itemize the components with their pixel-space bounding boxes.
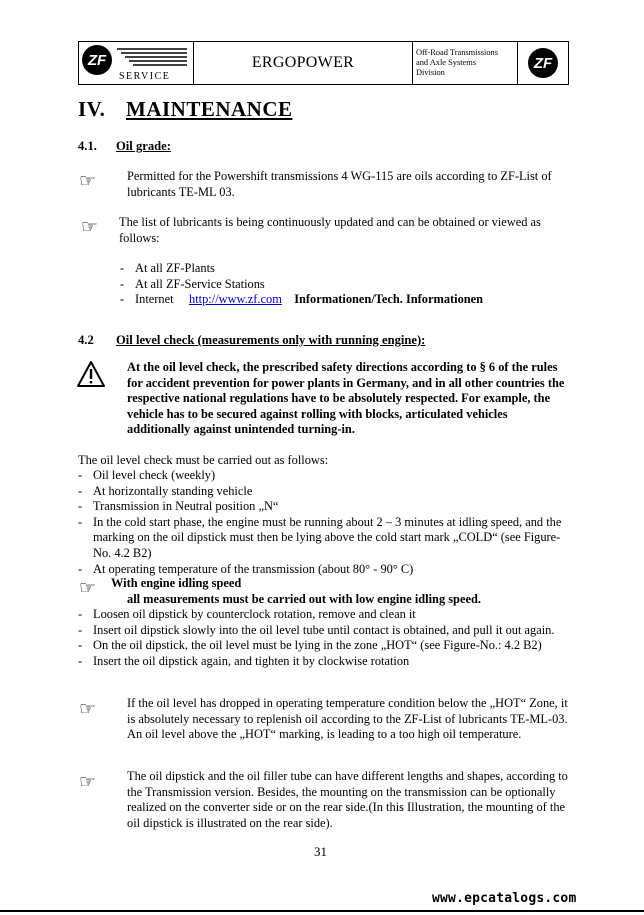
list-item: - At operating temperature of the transmission (about 80° - 90° C) [78, 562, 570, 578]
list-item: - Transmission in Neutral position „N“ [78, 499, 570, 515]
product-title: ERGOPOWER [194, 42, 413, 84]
zf-logo-icon: ZF [82, 45, 112, 75]
pointing-hand-icon: ☞ [81, 216, 99, 238]
zf-service-logo [79, 42, 194, 84]
note-lubricant-list: The list of lubricants is being continuously updated and can be obtained or viewed as follows: [119, 215, 541, 245]
procedure-steps-b [78, 607, 570, 669]
page-number: 31 [314, 844, 327, 859]
zf-logo-icon: ZF [528, 48, 558, 78]
procedure-steps-a [78, 468, 570, 577]
pointing-hand-icon: ☞ [79, 577, 97, 599]
warning-triangle-icon [76, 360, 106, 388]
division-text: Off-Road Transmissions and Axle Systems Division [413, 42, 518, 84]
zf-website-link[interactable]: http://www.zf.com [189, 292, 282, 307]
note-permitted-oils: Permitted for the Powershift transmissions 4 WG-115 are oils according to ZF-List of lubricants TE-ML 03. [127, 169, 552, 199]
pointing-hand-icon: ☞ [79, 170, 97, 192]
page-header [78, 41, 569, 85]
list-item: - Oil level check (weekly) [78, 468, 570, 484]
bottom-rule [0, 910, 644, 912]
list-item: - Insert oil dipstick slowly into the oil level tube until contact is obtained, and pull it out again. [78, 623, 570, 639]
safety-warning-text: At the oil level check, the prescribed safety directions according to § 6 of the rules for accident prevention for power plants in Germany, and in all other countries the respective national regulations have to be absolutely respected. For example, the vehicle has to be secured against rolling with blocks, articulated vehicles additionally against unintended turning-in. [127, 360, 565, 437]
list-item: - Insert the oil dipstick again, and tighten it by clockwise rotation [78, 654, 570, 670]
section-heading-4-1: 4.1. Oil grade: [78, 139, 171, 153]
watermark: www.epcatalogs.com [432, 891, 577, 906]
list-item: - Internet http://www.zf.com Informationen/Tech. Informationen [120, 292, 560, 308]
list-item: - Loosen oil dipstick by counterclock rotation, remove and clean it [78, 607, 570, 623]
list-item: - At all ZF-Plants [120, 261, 560, 277]
section-heading-4-2: 4.2 Oil level check (measurements only with running engine): [78, 333, 426, 347]
speed-lines-icon [117, 47, 189, 69]
pointing-hand-icon: ☞ [79, 698, 97, 720]
lubricant-sources-list [120, 261, 560, 308]
pointing-hand-icon: ☞ [79, 771, 97, 793]
list-item: - At all ZF-Service Stations [120, 277, 560, 293]
note-dipstick-variants: The oil dipstick and the oil filler tube can have different lengths and shapes, according to the Transmission version. Besides, the mounting on the transmission can be optionally realized on the converter side or on the rear side.(In this Illustration, the mounting of the oil dipstick is illustrated on the rear side). [127, 769, 568, 830]
zf-logo-right [518, 42, 568, 84]
list-item: - In the cold start phase, the engine must be running about 2 – 3 minutes at idling speed, and the marking on the oil dipstick must then be lying above the cold start mark „COLD“ (see Figure-No. 4.2 B2) [78, 515, 570, 562]
list-item: - At horizontally standing vehicle [78, 484, 570, 500]
note-oil-level-low: If the oil level has dropped in operating temperature condition below the „HOT“ Zone, it is absolutely necessary to replenish oil according to the ZF-List of lubricants TE-ML-03. An oil level above the „HOT“ marking, is leading to a too high oil temperature. [127, 696, 568, 741]
idle-speed-note: With engine idling speed all measurements must be carried out with low engine idling speed. [111, 576, 481, 606]
service-label: SERVICE [119, 71, 171, 82]
procedure-intro: The oil level check must be carried out as follows: [78, 453, 329, 467]
chapter-title: IV. MAINTENANCE [78, 97, 293, 121]
list-item: - On the oil dipstick, the oil level must be lying in the zone „HOT“ (see Figure-No.: 4.2 B2) [78, 638, 570, 654]
